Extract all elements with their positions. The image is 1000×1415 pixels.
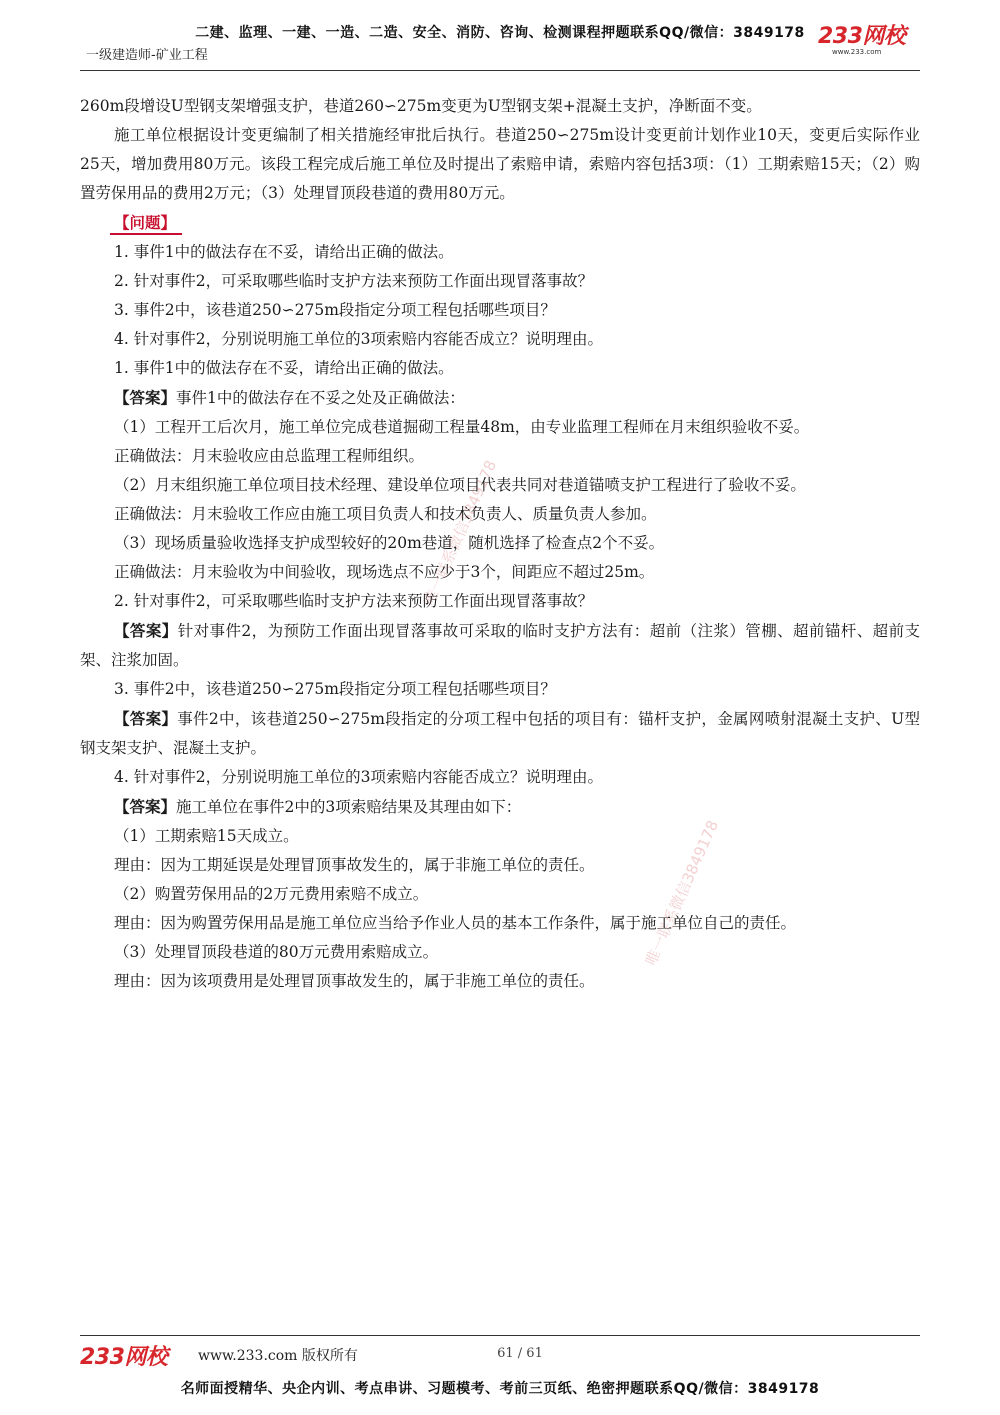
question-item: 1. 事件1中的做法存在不妥，请给出正确的做法。 [114, 243, 454, 261]
question-item: 4. 针对事件2，分别说明施工单位的3项索赔内容能否成立？说明理由。 [114, 330, 603, 348]
answer-tag: 【答案】 [114, 388, 177, 407]
header-logo [818, 26, 918, 62]
answer-point: （3）现场质量验收选择支护成型较好的20m巷道，随机选择了检查点2个不妥。 [114, 534, 665, 552]
answer-reason: 理由：因为购置劳保用品是施工单位应当给予作业人员的基本工作条件，属于施工单位自己的责任。 [114, 914, 797, 932]
document-body [80, 92, 920, 996]
logo-url: www.233.com [832, 48, 882, 56]
answer-intro [80, 383, 920, 413]
answer-tag: 【答案】 [114, 709, 178, 728]
answer-reason: 理由：因为该项费用是处理冒顶事故发生的，属于非施工单位的责任。 [114, 972, 595, 990]
answer-block [80, 704, 920, 763]
footer-divider [80, 1335, 920, 1336]
top-banner: 二建、监理、一建、一造、二造、安全、消防、咨询、检测课程押题联系QQ/微信：3849178 [195, 25, 805, 41]
answer-question: 4. 针对事件2，分别说明施工单位的3项索赔内容能否成立？说明理由。 [114, 768, 603, 786]
answer-intro [80, 792, 920, 822]
footer-logo: 233网校 [80, 1345, 168, 1370]
answer-question: 1. 事件1中的做法存在不妥，请给出正确的做法。 [114, 359, 454, 377]
answer-tag: 【答案】 [114, 797, 177, 816]
paragraph: 260m段增设U型钢支架增强支护，巷道260∽275m变更为U型钢支架+混凝土支护，净断面不变。 [80, 97, 762, 115]
paragraph: 施工单位根据设计变更编制了相关措施经审批后执行。巷道250∽275m设计变更前计划作业10天，变更后实际作业25天，增加费用80万元。该段工程完成后施工单位及时提出了索赔申请，索赔内容包括3项：（1）工期索赔15天；（2）购置劳保用品的费用2万元；（3）处理冒顶段巷道的费用80万元。 [80, 126, 920, 202]
answer-text: 针对事件2，为预防工作面出现冒落事故可采取的临时支护方法有：超前（注浆）管棚、超前锚杆、超前支架、注浆加固。 [80, 622, 920, 669]
question-item: 3. 事件2中，该巷道250∽275m段指定分项工程包括哪些项目？ [114, 301, 556, 319]
question-heading: 【问题】 [114, 208, 176, 237]
question-item: 2. 针对事件2，可采取哪些临时支护方法来预防工作面出现冒落事故？ [114, 272, 594, 290]
answer-point: （2）月末组织施工单位项目技术经理、建设单位项目代表共同对巷道锚喷支护工程进行了验收不妥。 [114, 476, 806, 494]
watermark: 唯一联系微信3849178 [419, 457, 501, 609]
answer-point: （1）工期索赔15天成立。 [114, 827, 299, 845]
watermark: 唯一联系微信3849178 [641, 817, 723, 969]
answer-point: （2）购置劳保用品的2万元费用索赔不成立。 [114, 885, 429, 903]
answer-tag: 【答案】 [114, 621, 178, 640]
bottom-banner: 名师面授精华、央企内训、考点串讲、习题模考、考前三页纸、绝密押题联系QQ/微信：3849178 [180, 1381, 820, 1397]
answer-text: 事件2中，该巷道250∽275m段指定的分项工程中包括的项目有：锚杆支护，金属网喷射混凝土支护、U型钢支架支护、混凝土支护。 [80, 710, 920, 757]
answer-point: （3）处理冒顶段巷道的80万元费用索赔成立。 [114, 943, 439, 961]
answer-reason: 理由：因为工期延误是处理冒顶事故发生的，属于非施工单位的责任。 [114, 856, 595, 874]
answer-correction: 正确做法：月末验收为中间验收，现场选点不应少于3个，间距应不超过25m。 [114, 563, 655, 581]
answer-correction: 正确做法：月末验收工作应由施工项目负责人和技术负责人、质量负责人参加。 [114, 505, 657, 523]
logo-text: 233网校 [818, 24, 906, 49]
header-divider [80, 70, 920, 71]
answer-point: （1）工程开工后次月，施工单位完成巷道掘砌工程量48m，由专业监理工程师在月末组织验收不妥。 [114, 418, 810, 436]
footer-copyright: www.233.com 版权所有 [198, 1348, 358, 1364]
answer-text: 事件1中的做法存在不妥之处及正确做法： [176, 389, 465, 407]
page-number: 61 / 61 [497, 1346, 543, 1361]
answer-correction: 正确做法：月末验收应由总监理工程师组织。 [114, 447, 425, 465]
header-subtitle: 一级建造师-矿业工程 [86, 48, 208, 63]
answer-block [80, 616, 920, 675]
question-heading-row [80, 208, 920, 238]
answer-question: 3. 事件2中，该巷道250∽275m段指定分项工程包括哪些项目？ [114, 680, 556, 698]
answer-text: 施工单位在事件2中的3项索赔结果及其理由如下： [176, 798, 522, 816]
answer-question: 2. 针对事件2，可采取哪些临时支护方法来预防工作面出现冒落事故？ [114, 592, 594, 610]
